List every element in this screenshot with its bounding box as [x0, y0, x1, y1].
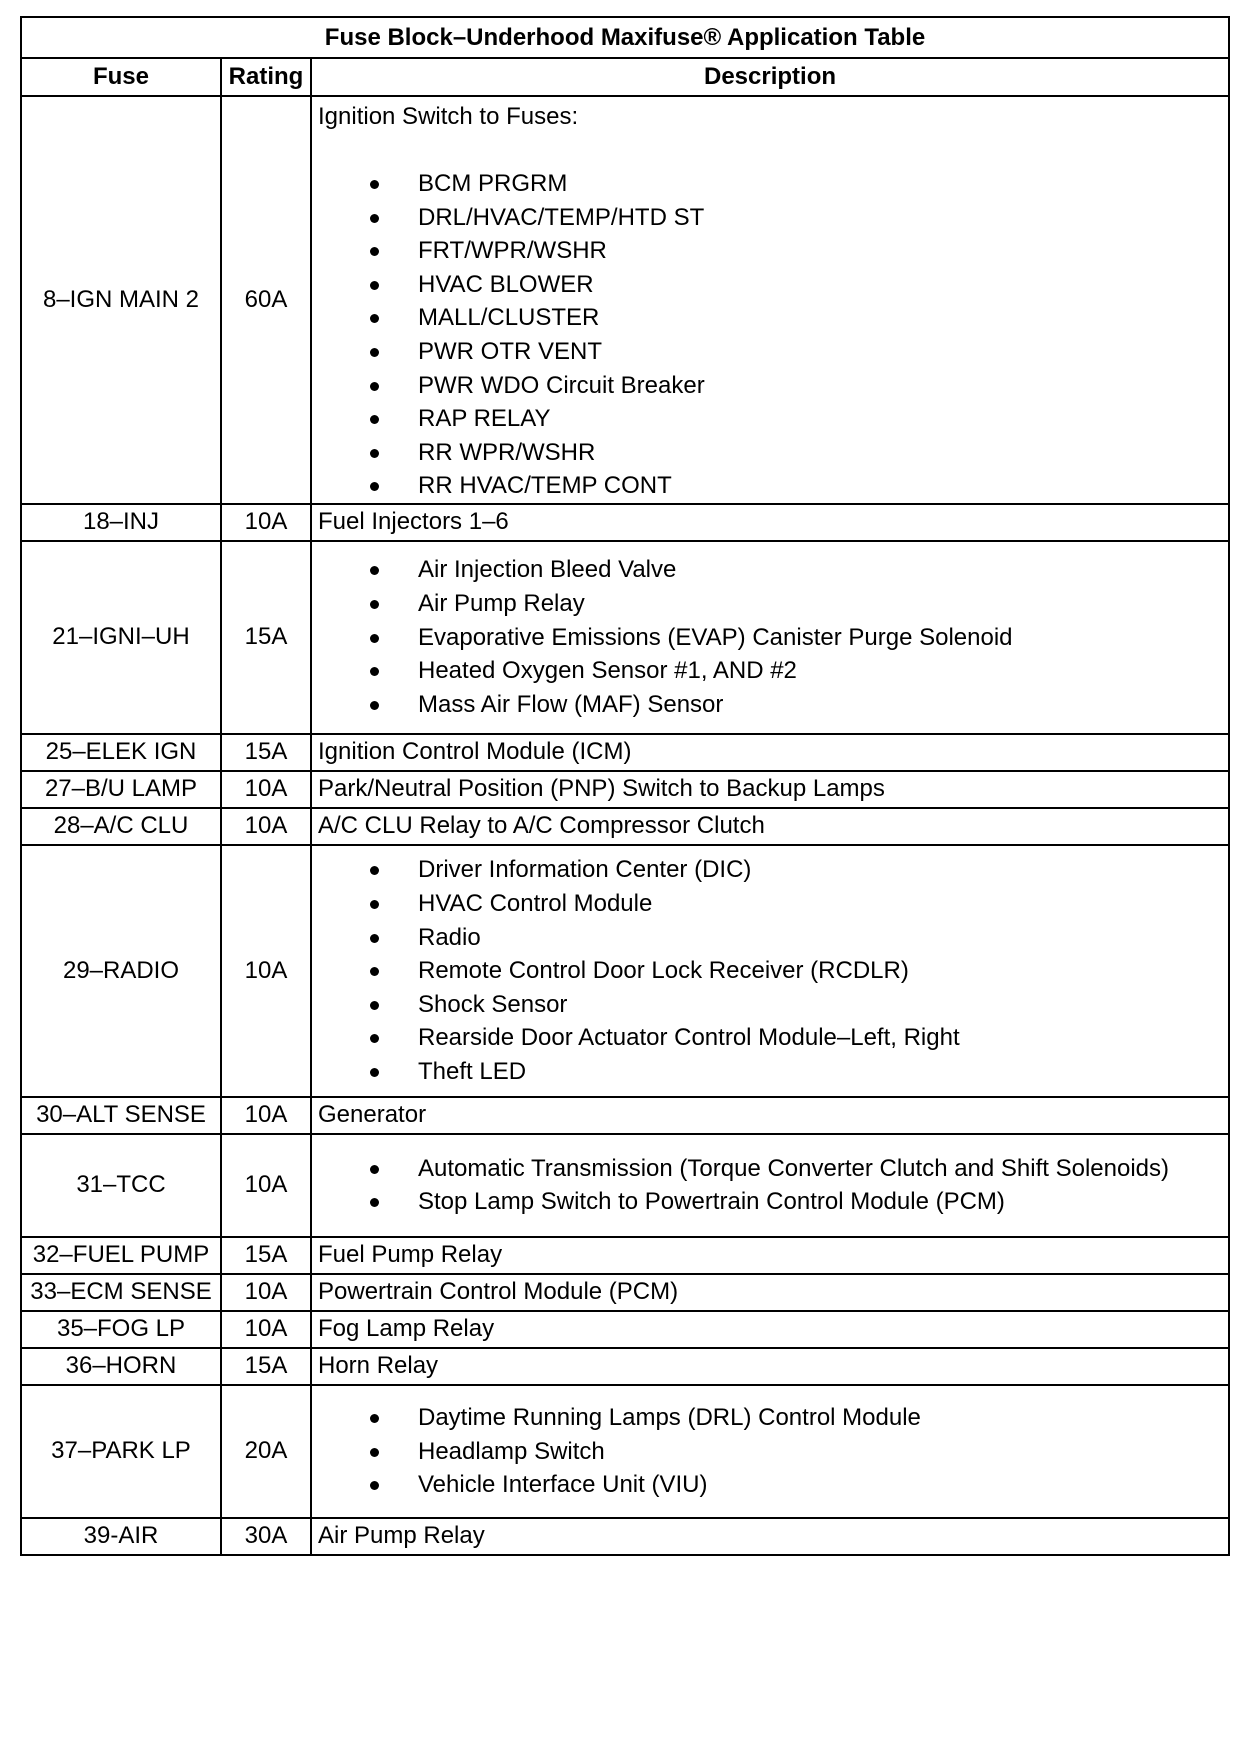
list-item-text: Shock Sensor	[418, 990, 568, 1018]
list-item-text: Headlamp Switch	[418, 1437, 605, 1465]
list-item-text: HVAC Control Module	[418, 889, 653, 917]
list-item-text: Heated Oxygen Sensor #1, AND #2	[418, 657, 797, 685]
list-item	[318, 469, 1228, 503]
list-item	[318, 1435, 1228, 1469]
list-item-text: PWR OTR VENT	[418, 337, 602, 365]
bullet-icon	[370, 214, 379, 223]
list-item	[318, 234, 1228, 268]
list-item	[318, 587, 1228, 621]
list-item-text: Vehicle Interface Unit (VIU)	[418, 1471, 708, 1499]
list-item-text: Remote Control Door Lock Receiver (RCDLR)	[418, 957, 909, 985]
bullet-icon	[370, 415, 379, 424]
table-row	[21, 734, 1229, 771]
table-row	[21, 1311, 1229, 1348]
description-text: Horn Relay	[318, 1352, 439, 1380]
list-item	[318, 436, 1228, 470]
fuse-cell: 36–HORN	[21, 1348, 221, 1385]
fuse-cell: 37–PARK LP	[21, 1385, 221, 1518]
list-item-text: FRT/WPR/WSHR	[418, 237, 607, 265]
description-text: Air Pump Relay	[318, 1522, 485, 1550]
rating-cell: 10A	[221, 771, 311, 808]
rating-cell: 10A	[221, 1134, 311, 1237]
fuse-application-table	[20, 16, 1230, 1556]
list-item	[318, 1401, 1228, 1435]
description-text: A/C CLU Relay to A/C Compressor Clutch	[318, 812, 765, 840]
description-text: Generator	[318, 1101, 427, 1129]
rating-cell: 30A	[221, 1518, 311, 1555]
list-item	[318, 654, 1228, 688]
description-text: Park/Neutral Position (PNP) Switch to Backup Lamps	[318, 775, 885, 803]
fuse-cell: 32–FUEL PUMP	[21, 1237, 221, 1274]
table-row	[21, 96, 1229, 504]
description-cell	[311, 1274, 1229, 1311]
bullet-icon	[370, 281, 379, 290]
fuse-cell: 35–FOG LP	[21, 1311, 221, 1348]
list-item	[318, 921, 1228, 955]
list-item-text: BCM PRGRM	[418, 170, 568, 197]
list-item	[318, 988, 1228, 1022]
list-item	[318, 301, 1228, 335]
bullet-icon	[370, 667, 379, 676]
list-item	[318, 954, 1228, 988]
list-item	[318, 201, 1228, 235]
list-item-text: Radio	[418, 923, 481, 951]
description-text: Powertrain Control Module (PCM)	[318, 1278, 679, 1306]
bullet-icon	[370, 1198, 379, 1207]
bullet-list	[318, 1401, 1228, 1502]
list-item	[318, 1152, 1228, 1186]
list-item	[318, 853, 1228, 887]
table-row	[21, 1097, 1229, 1134]
fuse-cell: 27–B/U LAMP	[21, 771, 221, 808]
fuse-cell: 25–ELEK IGN	[21, 734, 221, 771]
list-item-text: Rearside Door Actuator Control Module–Left, Right	[418, 1024, 960, 1052]
column-header-fuse: Fuse	[21, 58, 221, 96]
fuse-cell: 8–IGN MAIN 2	[21, 96, 221, 504]
list-item-text: Stop Lamp Switch to Powertrain Control Module (PCM)	[418, 1188, 1005, 1216]
bullet-icon	[370, 600, 379, 609]
bullet-icon	[370, 866, 379, 875]
bullet-icon	[370, 482, 379, 491]
fuse-cell: 29–RADIO	[21, 845, 221, 1097]
description-cell	[311, 1385, 1229, 1518]
list-item	[318, 887, 1228, 921]
table-row	[21, 504, 1229, 541]
list-item-text: PWR WDO Circuit Breaker	[418, 371, 705, 399]
title-row	[21, 17, 1229, 58]
description-cell	[311, 1097, 1229, 1134]
rating-cell: 10A	[221, 1311, 311, 1348]
list-item-text: RAP RELAY	[418, 405, 551, 433]
description-text: Fuel Injectors 1–6	[318, 508, 509, 536]
list-item-text: MALL/CLUSTER	[418, 304, 600, 332]
description-cell	[311, 808, 1229, 845]
rating-cell: 60A	[221, 96, 311, 504]
table-row	[21, 845, 1229, 1097]
column-header-rating: Rating	[221, 58, 311, 96]
bullet-list	[318, 853, 1228, 1088]
description-cell	[311, 541, 1229, 734]
list-item-text: Air Injection Bleed Valve	[418, 556, 677, 584]
list-item	[318, 268, 1228, 302]
description-cell	[311, 1348, 1229, 1385]
fuse-cell: 39-AIR	[21, 1518, 221, 1555]
table-row	[21, 541, 1229, 734]
table-row	[21, 771, 1229, 808]
bullet-icon	[370, 934, 379, 943]
description-cell	[311, 96, 1229, 504]
list-item	[318, 369, 1228, 403]
bullet-icon	[370, 1448, 379, 1457]
header-row	[21, 58, 1229, 96]
description-heading: Ignition Switch to Fuses:	[318, 103, 579, 130]
description-cell	[311, 1518, 1229, 1555]
rating-cell: 10A	[221, 808, 311, 845]
bullet-icon	[370, 180, 379, 189]
bullet-icon	[370, 1414, 379, 1423]
fuse-cell: 18–INJ	[21, 504, 221, 541]
rating-cell: 10A	[221, 504, 311, 541]
description-text: Ignition Control Module (ICM)	[318, 738, 632, 766]
list-item-text: Theft LED	[418, 1057, 527, 1085]
bullet-icon	[370, 382, 379, 391]
list-item	[318, 688, 1228, 722]
table-row	[21, 1274, 1229, 1311]
list-item-text: HVAC BLOWER	[418, 270, 594, 298]
list-item	[318, 1055, 1228, 1089]
list-item-text: Driver Information Center (DIC)	[418, 856, 752, 884]
list-item-text: DRL/HVAC/TEMP/HTD ST	[418, 203, 705, 231]
table-row	[21, 1518, 1229, 1555]
bullet-icon	[370, 1068, 379, 1077]
rating-cell: 15A	[221, 1348, 311, 1385]
description-text: Fuel Pump Relay	[318, 1241, 503, 1269]
bullet-list	[318, 167, 1228, 503]
list-item	[318, 1468, 1228, 1502]
table-title: Fuse Block–Underhood Maxifuse® Application Table	[21, 17, 1229, 58]
bullet-icon	[370, 634, 379, 643]
table-body	[21, 96, 1229, 1555]
bullet-icon	[370, 247, 379, 256]
description-cell	[311, 1237, 1229, 1274]
bullet-icon	[370, 900, 379, 909]
description-cell	[311, 1134, 1229, 1237]
rating-cell: 10A	[221, 845, 311, 1097]
description-cell	[311, 771, 1229, 808]
bullet-icon	[370, 314, 379, 323]
bullet-icon	[370, 701, 379, 710]
list-item-text: RR WPR/WSHR	[418, 438, 596, 466]
description-cell	[311, 1311, 1229, 1348]
list-item-text: Automatic Transmission (Torque Converter Clutch and Shift Solenoids)	[418, 1154, 1170, 1182]
table-row	[21, 808, 1229, 845]
list-item	[318, 167, 1228, 201]
fuse-cell: 30–ALT SENSE	[21, 1097, 221, 1134]
list-item-text: RR HVAC/TEMP CONT	[418, 472, 672, 500]
description-cell	[311, 845, 1229, 1097]
list-item	[318, 402, 1228, 436]
bullet-list	[318, 553, 1228, 721]
bullet-icon	[370, 967, 379, 976]
list-item-text: Evaporative Emissions (EVAP) Canister Purge Solenoid	[418, 623, 1013, 651]
bullet-icon	[370, 566, 379, 575]
list-item	[318, 621, 1228, 655]
list-item	[318, 1185, 1228, 1219]
list-item-text: Mass Air Flow (MAF) Sensor	[418, 690, 724, 718]
table-row	[21, 1237, 1229, 1274]
fuse-cell: 21–IGNI–UH	[21, 541, 221, 734]
bullet-icon	[370, 1001, 379, 1010]
list-item-text: Air Pump Relay	[418, 590, 585, 618]
rating-cell: 10A	[221, 1097, 311, 1134]
rating-cell: 15A	[221, 734, 311, 771]
table-row	[21, 1134, 1229, 1237]
bullet-icon	[370, 1165, 379, 1174]
fuse-cell: 33–ECM SENSE	[21, 1274, 221, 1311]
table-row	[21, 1385, 1229, 1518]
bullet-list	[318, 1152, 1228, 1219]
column-header-description: Description	[311, 58, 1229, 96]
rating-cell: 10A	[221, 1274, 311, 1311]
fuse-cell: 28–A/C CLU	[21, 808, 221, 845]
list-item	[318, 335, 1228, 369]
table-row	[21, 1348, 1229, 1385]
bullet-icon	[370, 1034, 379, 1043]
description-text: Fog Lamp Relay	[318, 1315, 495, 1343]
rating-cell: 15A	[221, 1237, 311, 1274]
description-cell	[311, 734, 1229, 771]
list-item	[318, 1021, 1228, 1055]
list-item	[318, 553, 1228, 587]
rating-cell: 20A	[221, 1385, 311, 1518]
list-item-text: Daytime Running Lamps (DRL) Control Module	[418, 1404, 921, 1432]
bullet-icon	[370, 449, 379, 458]
fuse-cell: 31–TCC	[21, 1134, 221, 1237]
rating-cell: 15A	[221, 541, 311, 734]
bullet-icon	[370, 348, 379, 357]
description-cell	[311, 504, 1229, 541]
bullet-icon	[370, 1481, 379, 1490]
